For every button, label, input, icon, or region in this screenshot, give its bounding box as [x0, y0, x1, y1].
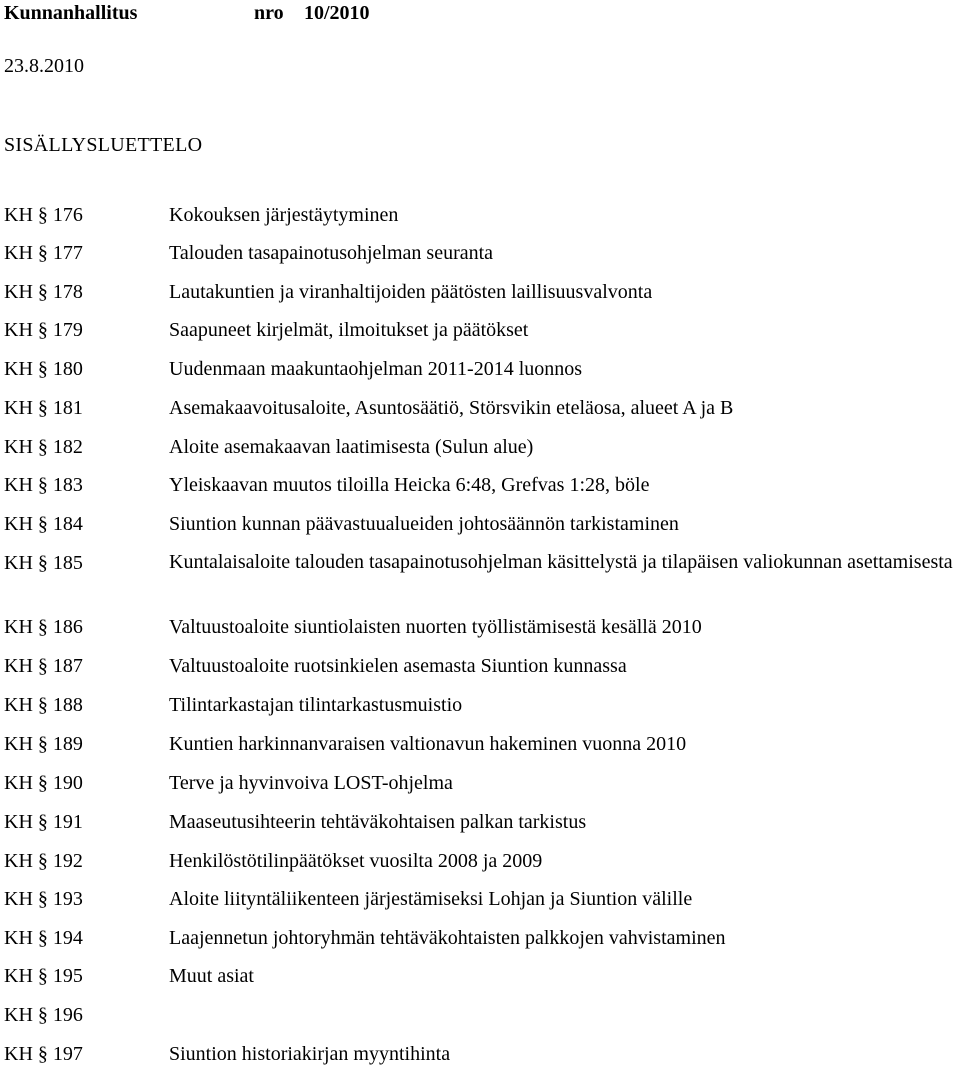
section-title: Aloite liityntäliikenteen järjestämiseksi Lohjan ja Siuntion välille: [169, 888, 693, 910]
document-header: [4, 2, 370, 25]
section-title: Yleiskaavan muutos tiloilla Heicka 6:48, Grefvas 1:28, böle: [169, 474, 650, 496]
section-title: Kuntien harkinnanvaraisen valtionavun hakeminen vuonna 2010: [169, 733, 687, 755]
section-number: KH § 183: [4, 474, 83, 496]
section-title: Lautakuntien ja viranhaltijoiden päätösten laillisuusvalvonta: [169, 281, 653, 303]
section-number: KH § 189: [4, 733, 83, 755]
section-title: Aloite asemakaavan laatimisesta (Sulun alue): [169, 436, 534, 458]
meeting-date: 23.8.2010: [4, 55, 84, 77]
section-title: Laajennetun johtoryhmän tehtäväkohtaisten palkkojen vahvistaminen: [169, 927, 726, 949]
section-number: KH § 193: [4, 888, 83, 910]
section-number: KH § 192: [4, 850, 83, 872]
section-title: Kokouksen järjestäytyminen: [169, 204, 399, 226]
section-number: KH § 180: [4, 358, 83, 380]
number-label: nro: [254, 2, 284, 24]
section-title: Talouden tasapainotusohjelman seuranta: [169, 242, 494, 264]
section-number: KH § 197: [4, 1043, 83, 1065]
section-number: KH § 191: [4, 811, 83, 833]
section-number: KH § 196: [4, 1004, 83, 1026]
section-title: Asemakaavoitusaloite, Asuntosäätiö, Störsvikin eteläosa, alueet A ja B: [169, 397, 734, 419]
committee-name: Kunnanhallitus: [4, 2, 138, 24]
section-number: KH § 187: [4, 655, 83, 677]
section-title: Saapuneet kirjelmät, ilmoitukset ja päätökset: [169, 319, 529, 341]
section-title: Valtuustoaloite siuntiolaisten nuorten työllistämisestä kesällä 2010: [169, 616, 702, 638]
section-number: KH § 182: [4, 436, 83, 458]
section-number: KH § 188: [4, 694, 83, 716]
section-number: KH § 186: [4, 616, 83, 638]
section-title: Kuntalaisaloite talouden tasapainotusohjelman käsittelystä ja tilapäisen valiokunnan asettamisesta: [169, 551, 953, 573]
section-title: Terve ja hyvinvoiva LOST-ohjelma: [169, 772, 453, 794]
section-title: Tilintarkastajan tilintarkastusmuistio: [169, 694, 463, 716]
section-title: Siuntion kunnan päävastuualueiden johtosäännön tarkistaminen: [169, 513, 679, 535]
section-title: Uudenmaan maakuntaohjelman 2011-2014 luonnos: [169, 358, 583, 380]
section-number: KH § 194: [4, 927, 83, 949]
section-title: Siuntion historiakirjan myyntihinta: [169, 1043, 451, 1065]
section-number: KH § 181: [4, 397, 83, 419]
section-title: Maaseutusihteerin tehtäväkohtaisen palkan tarkistus: [169, 811, 587, 833]
section-number: KH § 176: [4, 204, 83, 226]
section-number: KH § 177: [4, 242, 83, 264]
section-title: Muut asiat: [169, 965, 254, 987]
section-number: KH § 185: [4, 552, 83, 574]
section-number: KH § 178: [4, 281, 83, 303]
toc-heading: SISÄLLYSLUETTELO: [4, 134, 203, 156]
section-title: Henkilöstötilinpäätökset vuosilta 2008 ja 2009: [169, 850, 543, 872]
section-title: Valtuustoaloite ruotsinkielen asemasta Siuntion kunnassa: [169, 655, 627, 677]
section-number: KH § 190: [4, 772, 83, 794]
section-number: KH § 195: [4, 965, 83, 987]
section-number: KH § 179: [4, 319, 83, 341]
meeting-number: 10/2010: [304, 2, 370, 24]
section-number: KH § 184: [4, 513, 83, 535]
